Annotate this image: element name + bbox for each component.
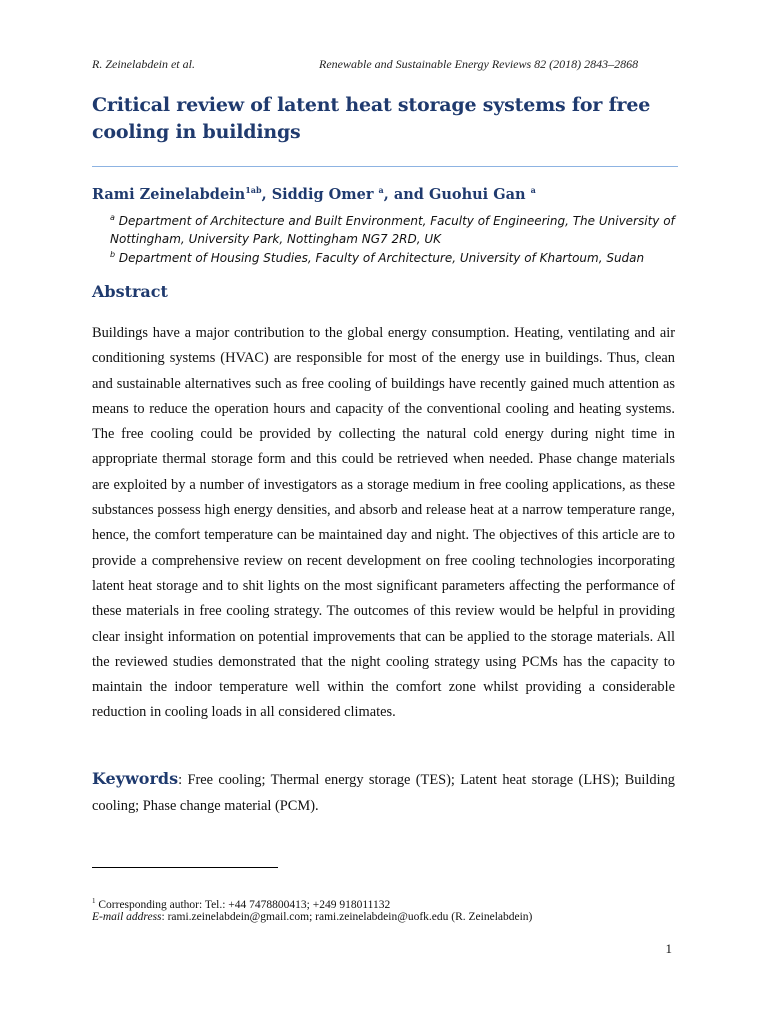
corresponding-author-contact: Corresponding author: Tel.: +44 7478800413; +249 918011132 xyxy=(95,898,391,911)
affiliation-text: Department of Architecture and Built Environment, Faculty of Engineering, The University of Nottingham, University Park, Nottingham NG7 2RD, UK xyxy=(110,214,675,246)
keywords-section xyxy=(92,766,675,819)
running-author: R. Zeinelabdein et al. xyxy=(92,57,195,71)
footnote-email xyxy=(92,911,532,923)
author-affiliation-marker: a xyxy=(378,185,384,195)
author-name: Siddig Omer xyxy=(271,185,374,203)
author-separator: , and xyxy=(383,185,429,203)
keywords-label: Keywords xyxy=(92,769,179,788)
journal-reference: Renewable and Sustainable Energy Reviews 82 (2018) 2843–2868 xyxy=(319,57,639,71)
abstract-body: Buildings have a major contribution to the global energy consumption. Heating, ventilating and air conditioning systems (HVAC) are responsible for most of the energy use in buildings. Thus, clean and sustainable alternatives such as free cooling of buildings have recently gained much attention as means to reduce the operation hours and capacity of the conventional cooling and heating systems. The free cooling could be provided by collecting the natural cold energy during night time in appropriate thermal storage form and this could be retrieved when needed. Phase change materials are exploited by a number of investigators as a storage medium in free cooling applications, as these substances possess high energy densities, and absorb and release heat at a narrow temperature range, hence, the comfort temperature can be maintained day and night. The objectives of this article are to provide a comprehensive review on recent development on free cooling technologies incorporating latent heat storage and to shit lights on the most significant parameters affecting the performance of these materials in free cooling strategy. The outcomes of this review would be helpful in providing clear insight information on potential improvements that can be applied to the storage materials. All the reviewed studies demonstrated that the night cooling strategy using PCMs has the capacity to maintain the indoor temperature well within the comfort zone whilst providing a considerable reduction in cooling loads in all considered climates. xyxy=(92,325,675,721)
affiliation xyxy=(110,246,680,267)
footnote-marker: 1 xyxy=(92,897,96,905)
author-affiliation-marker: 1ab xyxy=(245,185,262,195)
paper-title: Critical review of latent heat storage systems for free cooling in buildings xyxy=(92,94,651,143)
title-divider xyxy=(92,166,678,167)
footnote-divider xyxy=(92,867,278,868)
keywords-text: : Free cooling; Thermal energy storage (TES); Latent heat storage (LHS); Building cooling; Phase change material (PCM). xyxy=(92,772,675,814)
affiliation-marker: a xyxy=(110,213,115,222)
author-separator: , xyxy=(261,185,272,203)
footnote-corresponding xyxy=(92,897,390,911)
page-number: 1 xyxy=(665,941,672,956)
affiliation-marker: b xyxy=(110,250,116,259)
author-name: Rami Zeinelabdein xyxy=(92,185,246,203)
abstract-heading: Abstract xyxy=(92,282,168,301)
author-list xyxy=(92,185,536,203)
email-addresses: : rami.zeinelabdein@gmail.com; rami.zeinelabdein@uofk.edu (R. Zeinelabdein) xyxy=(161,911,533,923)
author-affiliation-marker: a xyxy=(530,185,536,195)
email-label: E-mail address xyxy=(92,911,162,923)
affiliation xyxy=(110,209,680,248)
affiliation-text: Department of Housing Studies, Faculty of Architecture, University of Khartoum, Sudan xyxy=(118,251,645,265)
author-name: Guohui Gan xyxy=(428,185,526,203)
